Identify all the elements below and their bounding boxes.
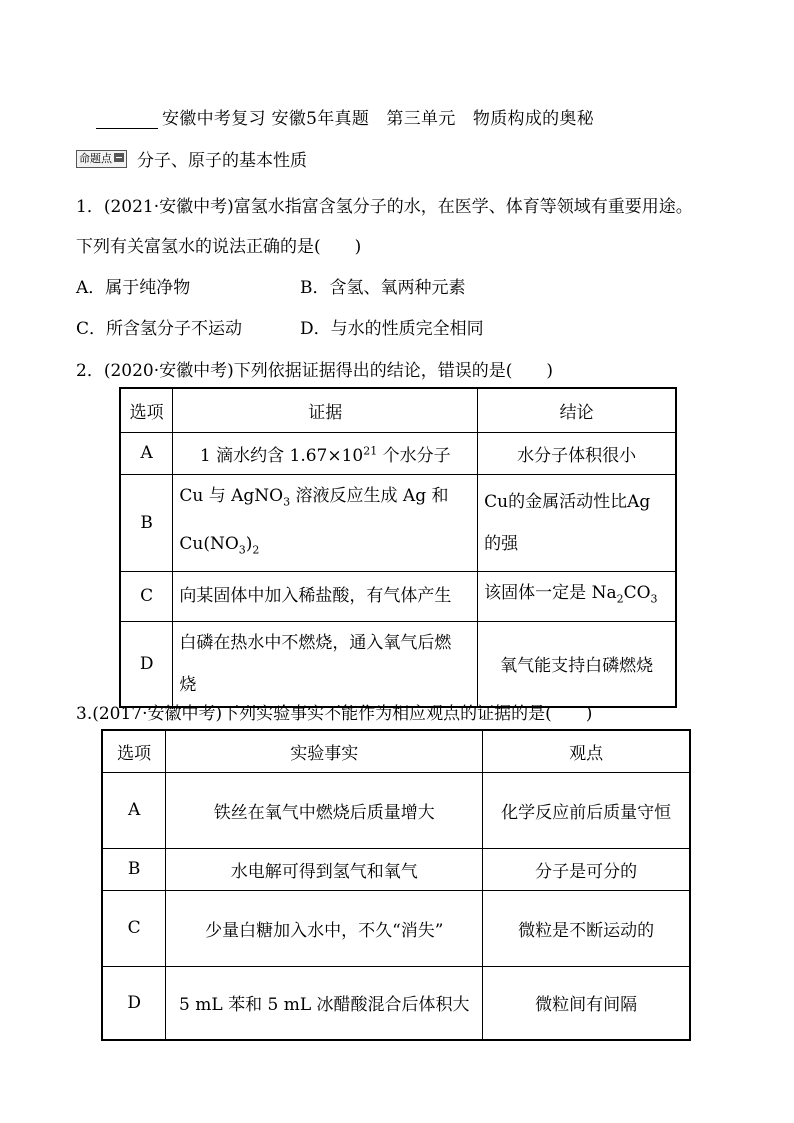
q2-row-b-evidence-line1: Cu 与 AgNO$_3$ 溶液反应生成 Ag 和	[179, 485, 449, 508]
title-blank	[96, 110, 158, 129]
q2-row-c-conclusion-text: 该固体一定是 $Na_2CO_3$	[484, 583, 658, 606]
table-row	[102, 848, 690, 890]
table-row	[120, 621, 676, 707]
section-title: 分子、原子的基本性质	[137, 151, 307, 171]
q2-row-d-evidence	[173, 621, 478, 707]
q2-row-b-conclusion	[478, 474, 676, 572]
q3-row-a-option: A	[102, 772, 166, 848]
table-row	[102, 772, 690, 848]
q3-header-row	[102, 730, 690, 772]
q2-row-b-conclusion-line2: 的强	[484, 533, 519, 554]
q1-option-c: C．所含氢分子不运动	[76, 319, 243, 339]
section-number-icon	[114, 153, 124, 162]
q2-row-d-evidence-line2: 烧	[179, 674, 197, 695]
q3-row-c-view: 微粒是不断运动的	[483, 890, 690, 966]
q2-row-a-conclusion: 水分子体积很小	[478, 432, 676, 474]
q3-row-d-option: D	[102, 966, 166, 1040]
q3-row-b-view: 分子是可分的	[483, 848, 690, 890]
q2-row-d-option: D	[120, 621, 173, 707]
q2-header-option: 选项	[120, 388, 173, 432]
q2-header-conclusion: 结论	[478, 388, 676, 432]
q3-row-a-fact: 铁丝在氧气中燃烧后质量增大	[166, 772, 483, 848]
q2-row-a-evidence	[173, 432, 478, 474]
q2-row-c-evidence: 向某固体中加入稀盐酸，有气体产生	[173, 572, 478, 621]
table-row	[102, 966, 690, 1040]
q2-row-b-evidence	[173, 474, 478, 572]
title-text: 安徽中考复习 安徽5年真题 第三单元 物质构成的奥秘	[162, 109, 595, 129]
q3-header-option: 选项	[102, 730, 166, 772]
q1-option-d: D．与水的性质完全相同	[300, 319, 484, 339]
q3-stem: 3.(2017·安徽中考)下列实验事实不能作为相应观点的证据的是( )	[76, 704, 593, 724]
q1-option-a: A．属于纯净物	[76, 278, 191, 298]
q1-option-b: B．含氢、氧两种元素	[300, 278, 466, 298]
q2-row-d-conclusion: 氧气能支持白磷燃烧	[478, 621, 676, 707]
q2-table	[119, 387, 677, 708]
table-row	[120, 432, 676, 474]
q2-row-b-option: B	[120, 474, 173, 572]
q3-header-fact: 实验事实	[166, 730, 483, 772]
q3-row-b-fact: 水电解可得到氢气和氧气	[166, 848, 483, 890]
table-row	[102, 890, 690, 966]
q2-row-a-evidence-text: 1 滴水约含 $1.67\times 10^{21}$ 个水分子	[199, 443, 451, 466]
q3-header-view: 观点	[483, 730, 690, 772]
table-row	[120, 572, 676, 621]
q2-row-d-evidence-line1: 白磷在热水中不燃烧，通入氧气后燃	[179, 632, 452, 653]
q3-row-a-view: 化学反应前后质量守恒	[483, 772, 690, 848]
q2-row-a-option: A	[120, 432, 173, 474]
q1-stem-line2: 下列有关富氢水的说法正确的是( )	[76, 237, 362, 257]
section-header	[76, 146, 307, 171]
q3-row-b-option: B	[102, 848, 166, 890]
q3-row-c-option: C	[102, 890, 166, 966]
q3-table	[101, 729, 691, 1041]
q2-row-b-evidence-line2: $Cu(NO_3)_2$	[179, 533, 260, 557]
q2-row-b-conclusion-line1: Cu的金属活动性比Ag	[484, 491, 651, 512]
q3-row-d-view: 微粒间有间隔	[483, 966, 690, 1040]
q3-row-d-fact: 5 mL 苯和 5 mL 冰醋酸混合后体积大	[166, 966, 483, 1040]
q2-header-evidence: 证据	[173, 388, 478, 432]
q3-row-c-fact: 少量白糖加入水中，不久“消失”	[166, 890, 483, 966]
q2-row-c-conclusion	[478, 572, 676, 621]
section-tag-label: 命题点	[79, 151, 112, 165]
q1-stem-line1: 1．(2021·安徽中考)富氢水指富含氢分子的水，在医学、体育等领域有重要用途。	[76, 197, 693, 217]
page-title	[96, 104, 594, 129]
section-tag	[76, 150, 127, 168]
q2-row-c-option: C	[120, 572, 173, 621]
table-row	[120, 474, 676, 572]
q2-stem: 2．(2020·安徽中考)下列依据证据得出的结论，错误的是( )	[76, 361, 554, 381]
q2-header-row	[120, 388, 676, 432]
